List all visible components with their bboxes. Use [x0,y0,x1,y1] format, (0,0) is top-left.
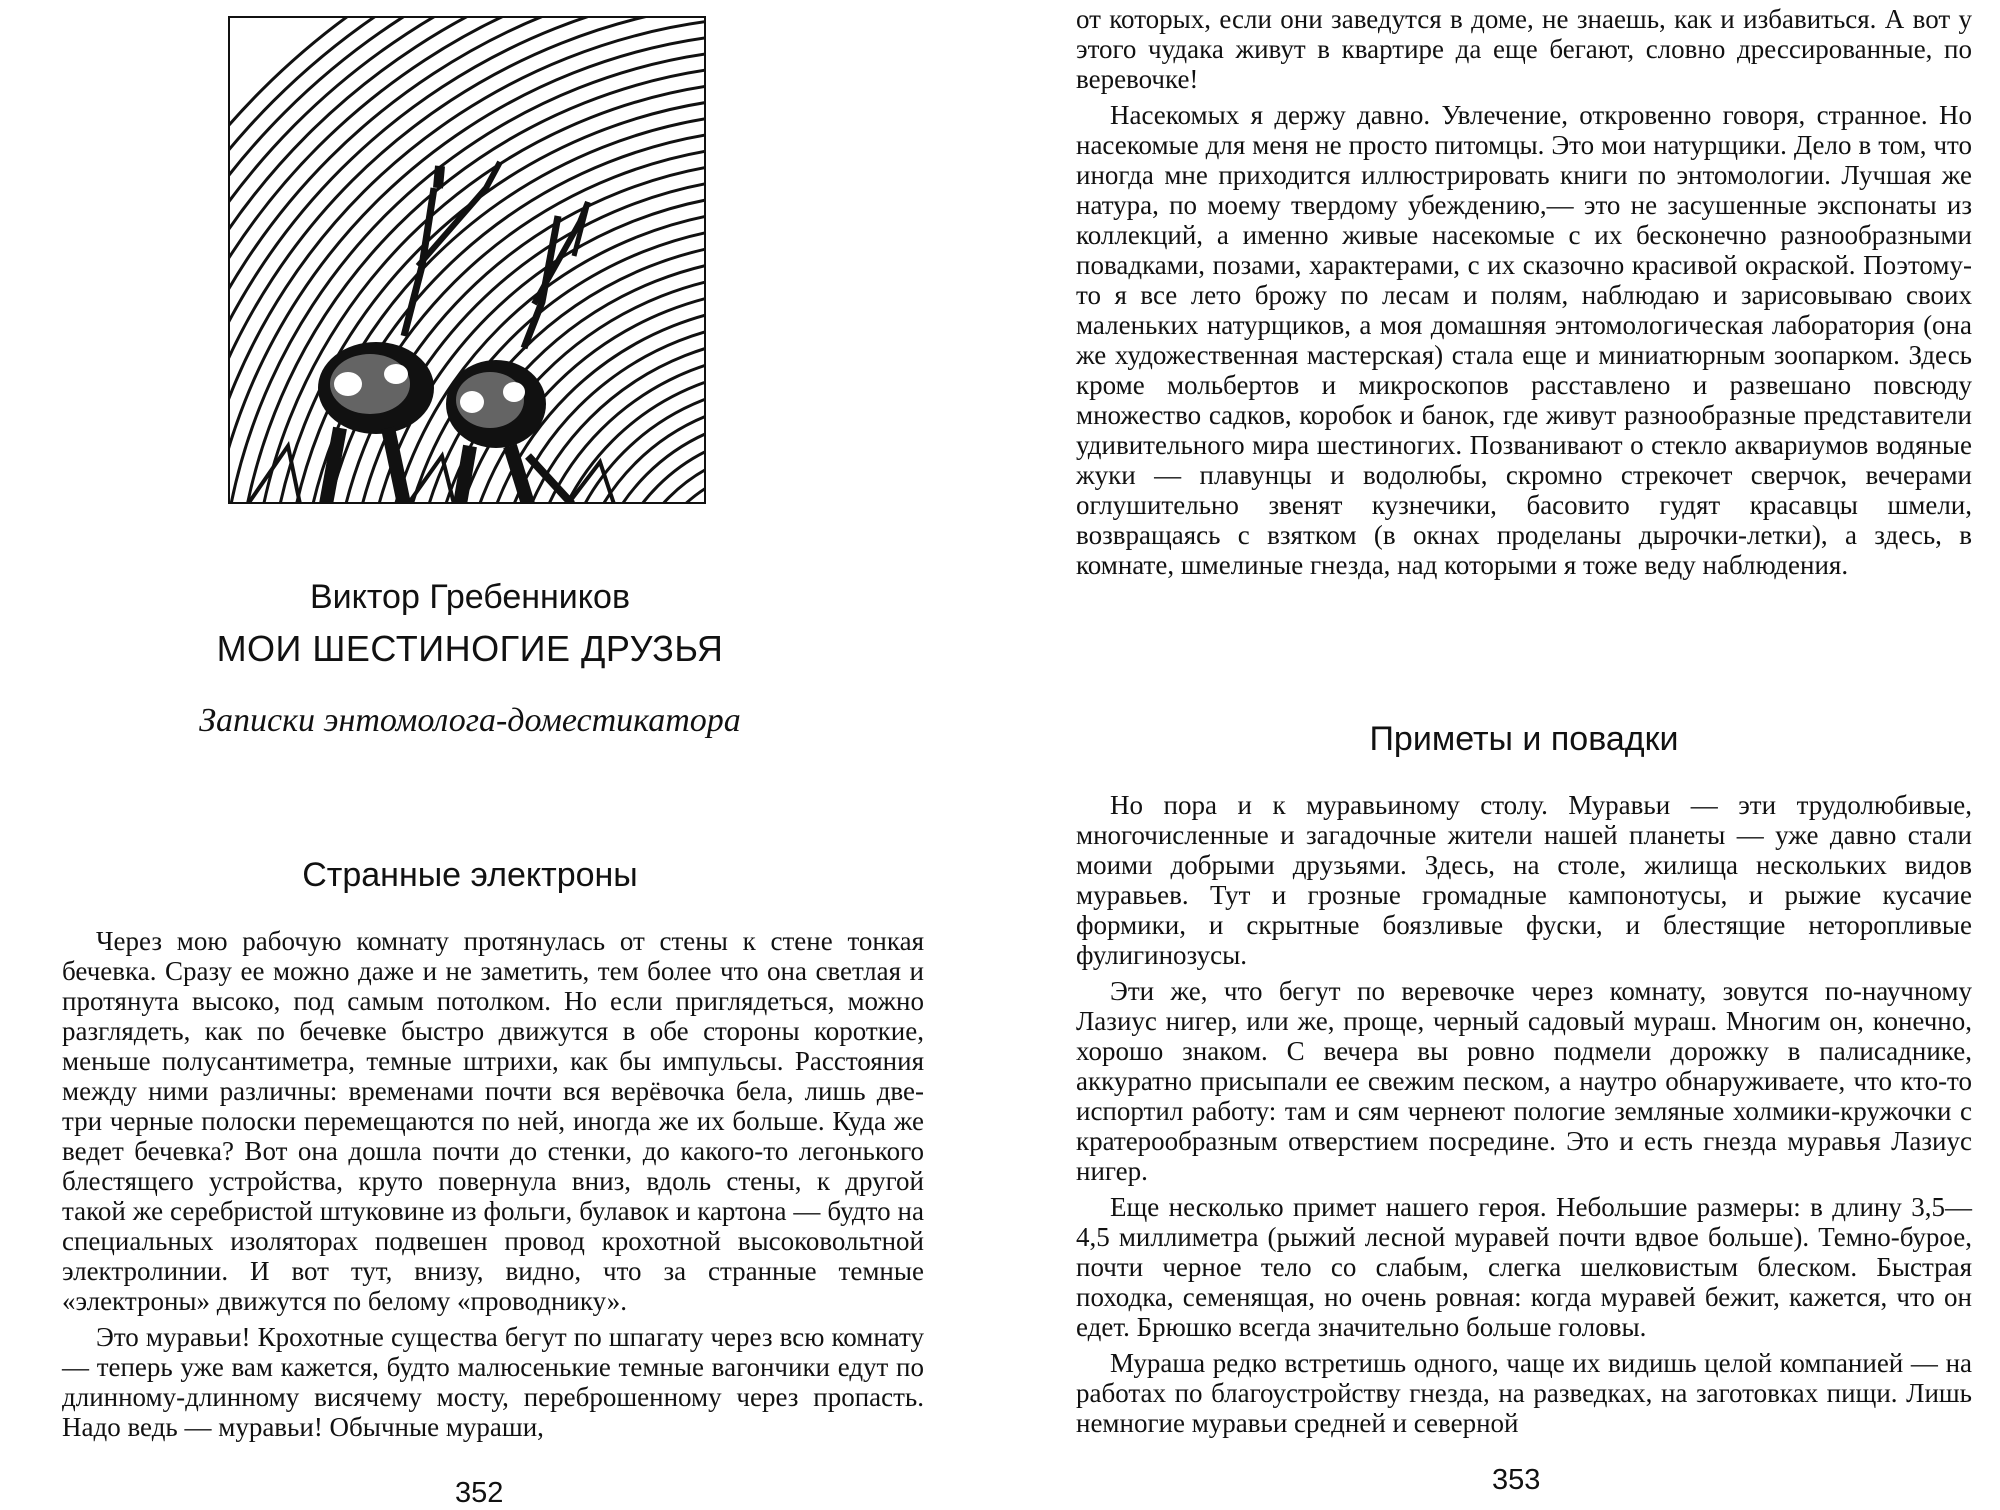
left-page [0,0,1000,1509]
author-name: Виктор Гребенников [309,578,631,616]
book-title: МОИ ШЕСТИНОГИЕ ДРУЗЬЯ [216,628,724,669]
paragraph: Это муравьи! Крохотные существа бегут по шпагату через всю комнату — теперь уже вам кажется, будто малюсенькие темные вагончики едут по длинному-длинному висячему мосту, переброшенному через пропасть. Надо ведь — муравьи! Обычные мураши, [62,1322,924,1442]
paragraph: Через мою рабочую комнату протянулась от стены к стене тонкая бечевка. Сразу ее можно даже и не заметить, тем более что она светлая и протянута высоко, под самым потолком. Но если приглядеться, можно разглядеть, как по бечевке быстро движутся в обе стороны короткие, меньше полусантиметра, темные штрихи, как бы импульсы. Расстояния между ними различны: временами почти вся верёвочка бела, лишь две-три черные полоски перемещаются по ней, иногда же их больше. Куда же ведет бечевка? Вот она дошла почти до стенки, до какого-то легонького блестящего устройства, круто повернула вниз, вдоль стены, к другой такой же серебристой штуковине из фольги, булавок и картона — будто на специальных изоляторах подвешен провод крохотной высоковольтной электролинии. И вот тут, внизу, видно, что за странные темные «электроны» движутся по белому «проводнику». [62,926,924,1316]
body-text-top [1076,4,1972,586]
book-subtitle: Записки энтомолога-доместикатора [199,702,741,739]
ants-illustration-icon [228,16,706,504]
body-text [62,926,924,1448]
right-page [1000,0,2000,1509]
page-number: 353 [1492,1464,1541,1496]
ants-on-string-illustration [228,16,706,504]
paragraph: Насекомых я держу давно. Увлечение, откровенно говоря, странное. Но насекомые для меня не просто питомцы. Это мои натурщики. Дело в том, что иногда мне приходится иллюстрировать книги по энтомологии. Лучшая же натура, по моему твердому убеждению,— это не засушенные экспонаты из коллекций, а именно живые насекомые с их бесконечно разнообразными повадками, позами, характерами, с их сказочно красивой окраской. Поэтому-то я все лето брожу по лесам и полям, наблюдаю и зарисовываю своих маленьких натурщиков, а моя домашняя энтомологическая лаборатория (она же художественная мастерская) стала еще и миниатюрным зоопарком. Здесь кроме мольбертов и микроскопов расставлено и развешано повсюду множество садков, коробок и банок, где живут разнообразные представители удивительного мира шестиногих. Позванивают о стекло аквариумов водяные жуки — плавунцы и водолюбы, скромно стрекочет сверчок, вечерами оглушительно звенят кузнечики, басовито гудят красавцы шмели, возвращаясь с взятком (в окнах проделаны дырочки-летки), а здесь, в комнате, шмелиные гнезда, над которыми я тоже веду наблюдения. [1076,100,1972,580]
paragraph: Эти же, что бегут по веревочке через комнату, зовутся по-научному Лазиус нигер, или же, проще, черный садовый мураш. Многим он, конечно, хорошо знаком. С вечера вы ровно подмели дорожку в палисаднике, аккуратно присыпали ее свежим песком, а наутро обнаруживаете, что кто-то испортил работу: там и сям чернеют пологие земляные холмики-кружочки с кратерообразным отверстием посредине. Это и есть гнезда муравья Лазиус нигер. [1076,976,1972,1186]
page-number: 352 [455,1477,504,1509]
section-heading: Странные электроны [302,856,638,894]
paragraph: Еще несколько примет нашего героя. Небольшие размеры: в длину 3,5—4,5 миллиметра (рыжий лесной муравей почти вдвое больше). Темно-бурое, почти черное тело со слабым, слегка шелковистым блеском. Быстрая походка, семенящая, но очень ровная: когда муравей бежит, кажется, что он едет. Брюшко всегда значительно больше головы. [1076,1192,1972,1342]
paragraph: от которых, если они заведутся в доме, не знаешь, как и избавиться. А вот у этого чудака живут в квартире да еще бегают, словно дрессированные, по веревочке! [1076,4,1972,94]
section-heading: Приметы и повадки [1369,720,1679,758]
paragraph: Но пора и к муравьиному столу. Муравьи — эти трудолюбивые, многочисленные и загадочные жители нашей планеты — уже давно стали моими добрыми друзьями. Здесь, на столе, жилища нескольких видов муравьев. Тут и грозные громадные кампонотусы, и рыжие кусачие формики, и скрытные боязливые фуски, и блестящие неторопливые фулигинозусы. [1076,790,1972,970]
body-text-bottom [1076,790,1972,1444]
paragraph: Мураша редко встретишь одного, чаще их видишь целой компанией — на работах по благоустройству гнезда, на разведках, на заготовках пищи. Лишь немногие муравьи средней и северной [1076,1348,1972,1438]
